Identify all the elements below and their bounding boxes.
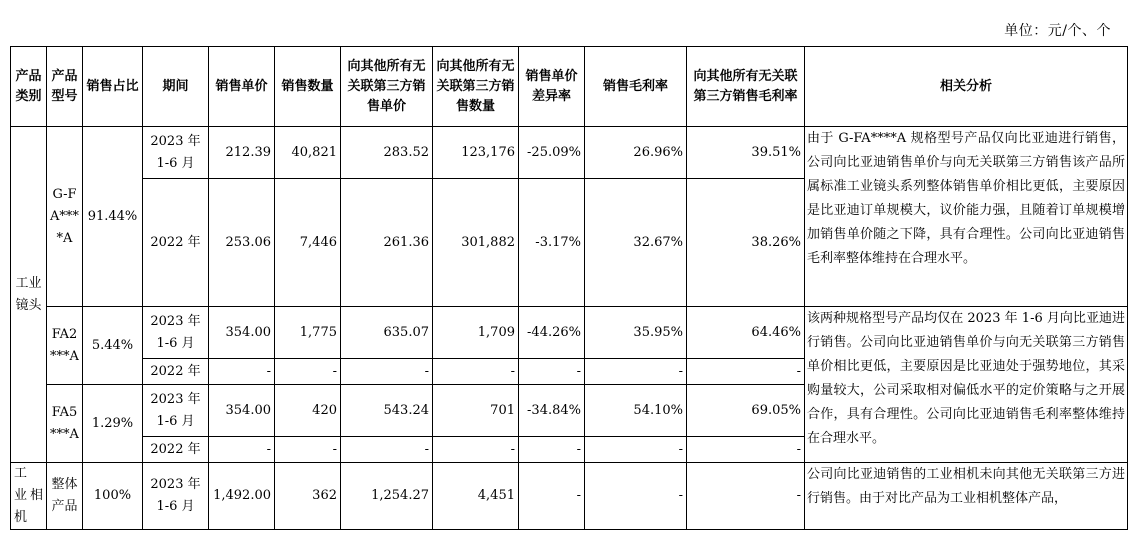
third-margin-cell: - <box>687 437 805 463</box>
period-cell: 2023 年 1-6 月 <box>143 127 209 179</box>
price-diff-cell: - <box>519 359 585 385</box>
unit-price-cell: 253.06 <box>209 179 275 307</box>
third-margin-cell: - <box>687 359 805 385</box>
share-cell: 91.44% <box>83 127 143 307</box>
table-row <box>11 127 1128 179</box>
third-qty-cell: 1,709 <box>433 307 519 359</box>
third-qty-cell: 701 <box>433 385 519 437</box>
quantity-cell: - <box>275 437 341 463</box>
third-price-cell: 1,254.27 <box>341 463 433 530</box>
price-diff-cell: -3.17% <box>519 179 585 307</box>
period-cell: 2023 年 1-6 月 <box>143 385 209 437</box>
third-margin-cell: 64.46% <box>687 307 805 359</box>
header-third-price: 向其他所有无关联第三方销售单价 <box>341 47 433 127</box>
margin-cell: 32.67% <box>585 179 687 307</box>
analysis-cell: 公司向比亚迪销售的工业相机未向其他无关联第三方进行销售。由于对比产品为工业相机整体产品， <box>805 463 1128 530</box>
model-cell: 整体产品 <box>47 463 83 530</box>
third-margin-cell: - <box>687 463 805 530</box>
share-cell: 100% <box>83 463 143 530</box>
third-qty-cell: - <box>433 359 519 385</box>
unit-price-cell: - <box>209 359 275 385</box>
table-row <box>11 307 1128 359</box>
margin-cell: - <box>585 463 687 530</box>
margin-cell: 54.10% <box>585 385 687 437</box>
quantity-cell: 40,821 <box>275 127 341 179</box>
third-margin-cell: 38.26% <box>687 179 805 307</box>
model-cell: FA2***A <box>47 307 83 385</box>
header-margin: 销售毛利率 <box>585 47 687 127</box>
period-cell: 2023 年 1-6 月 <box>143 307 209 359</box>
model-cell: FA5***A <box>47 385 83 463</box>
unit-price-cell: 1,492.00 <box>209 463 275 530</box>
unit-price-cell: 354.00 <box>209 385 275 437</box>
third-margin-cell: 69.05% <box>687 385 805 437</box>
header-share: 销售占比 <box>83 47 143 127</box>
analysis-cell: 由于 G-FA****A 规格型号产品仅向比亚迪进行销售，公司向比亚迪销售单价与向无关联第三方销售该产品所属标准工业镜头系列整体销售单价相比更低，主要原因是比亚迪订单规模大，议价能力强，且随着订单规模增加销售单价随之下降，具有合理性。公司向比亚迪销售毛利率整体维持在合理水平。 <box>805 127 1128 307</box>
period-cell: 2022 年 <box>143 437 209 463</box>
third-qty-cell: - <box>433 437 519 463</box>
table-row <box>11 463 1128 530</box>
period-cell: 2023 年 1-6 月 <box>143 463 209 530</box>
third-price-cell: - <box>341 359 433 385</box>
quantity-cell: 362 <box>275 463 341 530</box>
model-cell: G-FA****A <box>47 127 83 307</box>
price-diff-cell: -34.84% <box>519 385 585 437</box>
quantity-cell: 7,446 <box>275 179 341 307</box>
third-qty-cell: 123,176 <box>433 127 519 179</box>
unit-price-cell: 354.00 <box>209 307 275 359</box>
margin-cell: 35.95% <box>585 307 687 359</box>
period-cell: 2022 年 <box>143 179 209 307</box>
price-diff-cell: -25.09% <box>519 127 585 179</box>
third-margin-cell: 39.51% <box>687 127 805 179</box>
unit-price-cell: - <box>209 437 275 463</box>
header-analysis: 相关分析 <box>805 47 1128 127</box>
category-cell: 工 业相机 <box>11 463 47 530</box>
header-unit-price: 销售单价 <box>209 47 275 127</box>
header-category: 产品类别 <box>11 47 47 127</box>
margin-cell: 26.96% <box>585 127 687 179</box>
sales-comparison-table <box>10 46 1128 530</box>
price-diff-cell: - <box>519 437 585 463</box>
header-price-diff: 销售单价差异率 <box>519 47 585 127</box>
header-third-qty: 向其他所有无关联第三方销售数量 <box>433 47 519 127</box>
third-qty-cell: 301,882 <box>433 179 519 307</box>
quantity-cell: - <box>275 359 341 385</box>
header-row <box>11 47 1128 127</box>
price-diff-cell: -44.26% <box>519 307 585 359</box>
unit-price-cell: 212.39 <box>209 127 275 179</box>
third-price-cell: 261.36 <box>341 179 433 307</box>
price-diff-cell: - <box>519 463 585 530</box>
analysis-cell: 该两种规格型号产品均仅在 2023 年 1-6 月向比亚迪进行销售。公司向比亚迪销售单价与向无关联第三方销售单价相比更低，主要原因是比亚迪处于强势地位，其采购量较大，公司采取相对偏低水平的定价策略与之开展合作，具有合理性。公司向比亚迪销售毛利率整体维持在合理水平。 <box>805 307 1128 463</box>
header-period: 期间 <box>143 47 209 127</box>
quantity-cell: 1,775 <box>275 307 341 359</box>
period-cell: 2022 年 <box>143 359 209 385</box>
share-cell: 5.44% <box>83 307 143 385</box>
header-third-margin: 向其他所有无关联第三方销售毛利率 <box>687 47 805 127</box>
third-qty-cell: 4,451 <box>433 463 519 530</box>
share-cell: 1.29% <box>83 385 143 463</box>
third-price-cell: 543.24 <box>341 385 433 437</box>
third-price-cell: 635.07 <box>341 307 433 359</box>
category-cell: 工业镜头 <box>11 127 47 463</box>
unit-label: 单位：元/个、个 <box>1004 23 1111 39</box>
margin-cell: - <box>585 359 687 385</box>
header-model: 产品型号 <box>47 47 83 127</box>
quantity-cell: 420 <box>275 385 341 437</box>
margin-cell: - <box>585 437 687 463</box>
header-quantity: 销售数量 <box>275 47 341 127</box>
third-price-cell: - <box>341 437 433 463</box>
third-price-cell: 283.52 <box>341 127 433 179</box>
